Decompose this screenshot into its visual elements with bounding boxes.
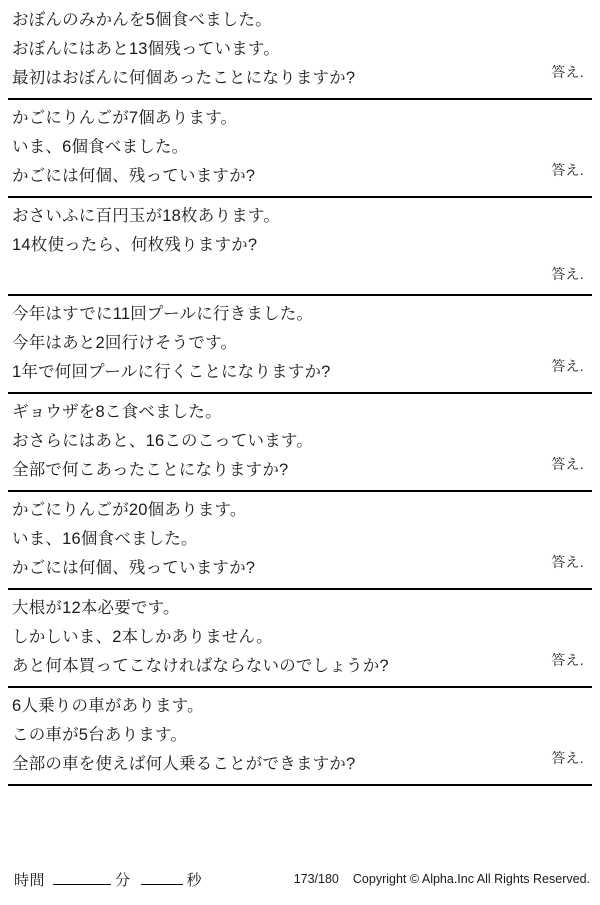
problem-line: 6人乗りの車があります。 (12, 697, 204, 715)
problem-line: かごにりんごが7個あります。 (12, 109, 238, 127)
answer-label: 答え. (551, 266, 584, 282)
answer-label: 答え. (551, 554, 584, 570)
problem-line: かごには何個、残っていますか? (12, 559, 256, 577)
seconds-unit-label: 秒 (186, 871, 203, 889)
problem-item (8, 198, 592, 296)
problem-line: あと何本買ってこなければならないのでしょうか? (12, 657, 389, 675)
problem-line: かごには何個、残っていますか? (12, 167, 256, 185)
problem-item (8, 0, 592, 100)
answer-label: 答え. (551, 64, 584, 80)
problem-body (8, 398, 592, 485)
minutes-blank[interactable] (53, 870, 111, 885)
problem-line: おぼんにはあと13個残っています。 (12, 40, 280, 58)
problem-body (8, 594, 592, 681)
page-footer (0, 859, 600, 899)
problem-line: 全部で何こあったことになりますか? (12, 461, 289, 479)
problem-line: いま、6個食べました。 (12, 138, 189, 156)
problem-item (8, 590, 592, 688)
problem-line: 1年で何回プールに行くことになりますか? (12, 363, 331, 381)
problem-line: 14枚使ったら、何枚残りますか? (12, 236, 258, 254)
answer-label: 答え. (551, 358, 584, 374)
problem-line: しかしいま、2本しかありません。 (12, 628, 273, 646)
problem-line: この車が5台あります。 (12, 726, 188, 744)
problem-body (8, 496, 592, 583)
problem-line: 全部の車を使えば何人乗ることができますか? (12, 755, 356, 773)
problem-body (8, 692, 592, 779)
problem-body (8, 104, 592, 191)
problem-item (8, 296, 592, 394)
problem-item (8, 100, 592, 198)
seconds-blank[interactable] (141, 870, 183, 885)
problem-line: ギョウザを8こ食べました。 (12, 403, 222, 421)
problem-item (8, 492, 592, 590)
problem-body (8, 300, 592, 387)
problem-line: おさらにはあと、16このこっています。 (12, 432, 314, 450)
time-label: 時間 (14, 871, 46, 889)
problem-line: おぼんのみかんを5個食べました。 (12, 11, 272, 29)
problem-body (8, 202, 592, 289)
minutes-unit-label: 分 (115, 871, 131, 889)
copyright-notice: Copyright © Alpha.Inc All Rights Reserved. (352, 872, 590, 886)
problem-line: 最初はおぼんに何個あったことになりますか? (12, 69, 356, 87)
answer-label: 答え. (551, 750, 584, 766)
problem-body (8, 6, 592, 93)
problem-line: 大根が12本必要です。 (12, 599, 180, 617)
problem-item (8, 688, 592, 786)
problem-item (8, 394, 592, 492)
answer-label: 答え. (551, 162, 584, 178)
problem-line: 今年はすでに11回プールに行きました。 (12, 305, 314, 323)
answer-label: 答え. (551, 456, 584, 472)
problem-line: いま、16個食べました。 (12, 530, 198, 548)
footer-meta (294, 872, 592, 886)
answer-label: 答え. (551, 652, 584, 668)
page-number: 173/180 (293, 872, 339, 886)
problem-line: かごにりんごが20個あります。 (12, 501, 247, 519)
problem-line: 今年はあと2回行けそうです。 (12, 334, 238, 352)
problem-line: おさいふに百円玉が18枚あります。 (12, 207, 280, 225)
time-record-field (8, 869, 202, 890)
